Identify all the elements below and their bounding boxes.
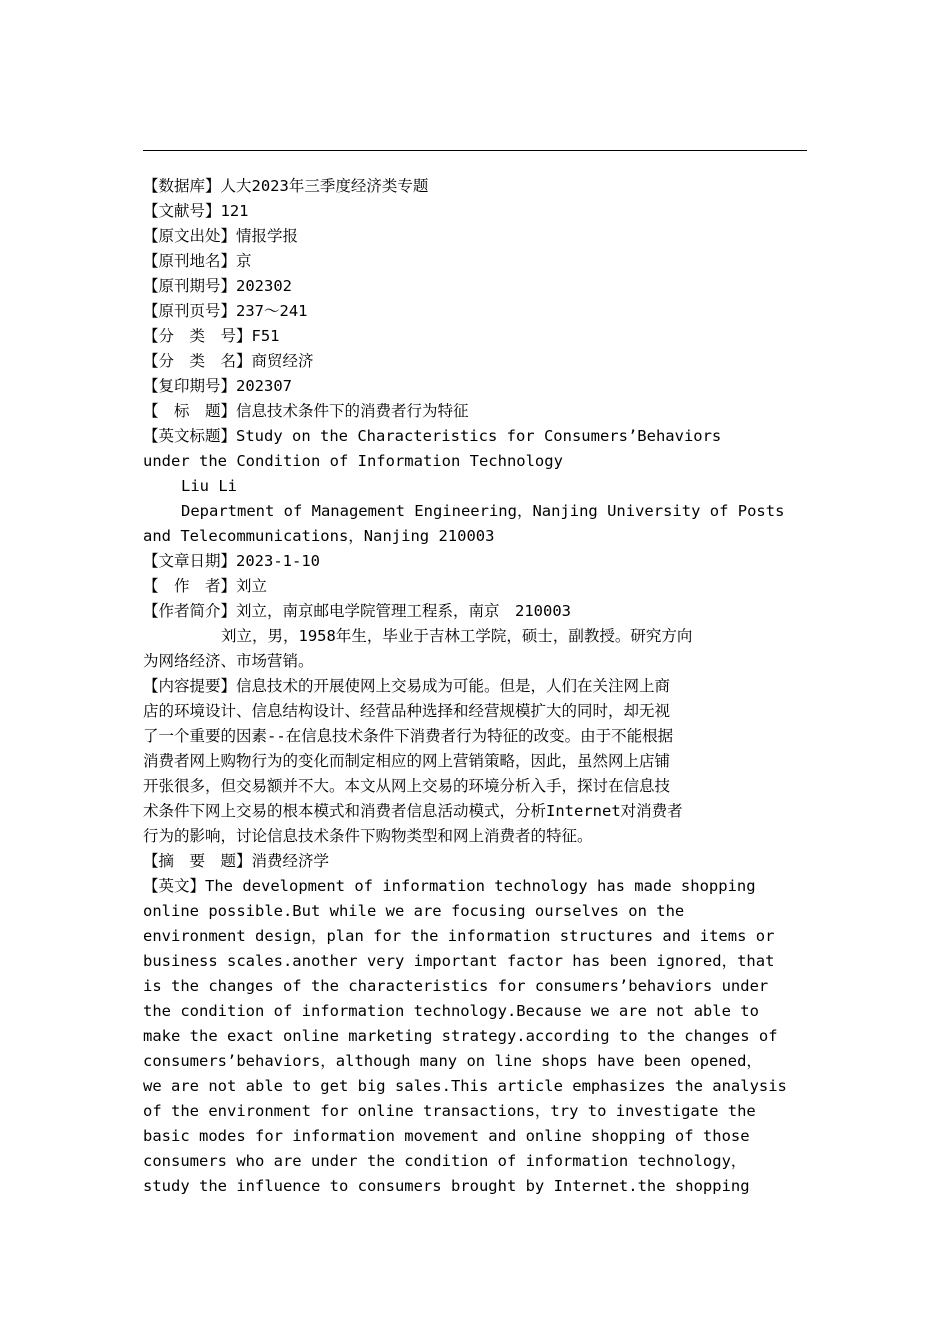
record-body: [143, 174, 807, 1199]
header-rule: [143, 150, 807, 151]
field-class-no: 【分 类 号】F51: [143, 327, 280, 345]
english-abstract-line: study the influence to consumers brought by Internet.the shopping: [143, 1177, 750, 1195]
field-subject: 【摘 要 题】消费经济学: [143, 852, 330, 870]
english-abstract-line: make the exact online marketing strategy.according to the changes of: [143, 1027, 778, 1045]
english-abstract-line: consumers who are under the condition of information technology，: [143, 1152, 747, 1170]
field-author: 【 作 者】刘立: [143, 577, 268, 595]
english-abstract-line: basic modes for information movement and online shopping of those: [143, 1127, 750, 1145]
english-author: Liu Li: [181, 477, 237, 495]
field-database: 【数据库】人大2023年三季度经济类专题: [143, 177, 429, 195]
english-abstract-line: of the environment for online transactions，try to investigate the: [143, 1102, 756, 1120]
field-reprint-issue: 【复印期号】202307: [143, 377, 293, 395]
english-abstract-line: the condition of information technology.Because we are not able to: [143, 1002, 759, 1020]
field-doc-no: 【文献号】121: [143, 202, 249, 220]
field-source: 【原文出处】情报学报: [143, 227, 299, 245]
field-english-title: 【英文标题】Study on the Characteristics for Consumers’Behaviors: [143, 427, 722, 445]
abstract-line: 行为的影响，讨论信息技术条件下购物类型和网上消费者的特征。: [143, 827, 593, 845]
field-title: 【 标 题】信息技术条件下的消费者行为特征: [143, 402, 469, 420]
english-abstract-line: business scales.another very important factor has been ignored，that: [143, 952, 775, 970]
field-place: 【原刊地名】京: [143, 252, 252, 270]
abstract-line: 术条件下网上交易的根本模式和消费者信息活动模式，分析Internet对消费者: [143, 802, 683, 820]
abstract-line: 开张很多，但交易额并不大。本文从网上交易的环境分析入手，探讨在信息技: [143, 777, 671, 795]
field-author-bio: 【作者简介】刘立，南京邮电学院管理工程系，南京 210003: [143, 602, 572, 620]
english-abstract-line: is the changes of the characteristics for consumers’behaviors under: [143, 977, 769, 995]
abstract-line: 店的环境设计、信息结构设计、经营品种选择和经营规模扩大的同时，却无视: [143, 702, 671, 720]
abstract-line: 了一个重要的因素--在信息技术条件下消费者行为特征的改变。由于不能根据: [143, 727, 674, 745]
field-abstract: 【内容提要】信息技术的开展使网上交易成为可能。但是，人们在关注网上商: [143, 677, 671, 695]
author-bio-line2: 刘立，男，1958年生，毕业于吉林工学院，硕士，副教授。研究方向: [221, 627, 693, 645]
field-english-abstract: 【英文】The development of information technology has made shopping: [143, 877, 756, 895]
english-abstract-line: consumers’behaviors，although many on line shops have been opened，: [143, 1052, 762, 1070]
field-class-name: 【分 类 名】商贸经济: [143, 352, 314, 370]
english-abstract-line: environment design，plan for the information structures and items or: [143, 927, 775, 945]
english-abstract-line: online possible.But while we are focusing ourselves on the: [143, 902, 685, 920]
english-affiliation-line2: and Telecommunications，Nanjing 210003: [143, 527, 495, 545]
english-affiliation-line1: Department of Management Engineering，Nanjing University of Posts: [181, 502, 785, 520]
field-date: 【文章日期】2023-1-10: [143, 552, 321, 570]
english-title-line2: under the Condition of Information Technology: [143, 452, 563, 470]
field-issue: 【原刊期号】202302: [143, 277, 293, 295]
author-bio-line3: 为网络经济、市场营销。: [143, 652, 314, 670]
abstract-line: 消费者网上购物行为的变化而制定相应的网上营销策略，因此，虽然网上店铺: [143, 752, 671, 770]
english-abstract-line: we are not able to get big sales.This article emphasizes the analysis: [143, 1077, 787, 1095]
field-pages: 【原刊页号】237～241: [143, 302, 308, 320]
